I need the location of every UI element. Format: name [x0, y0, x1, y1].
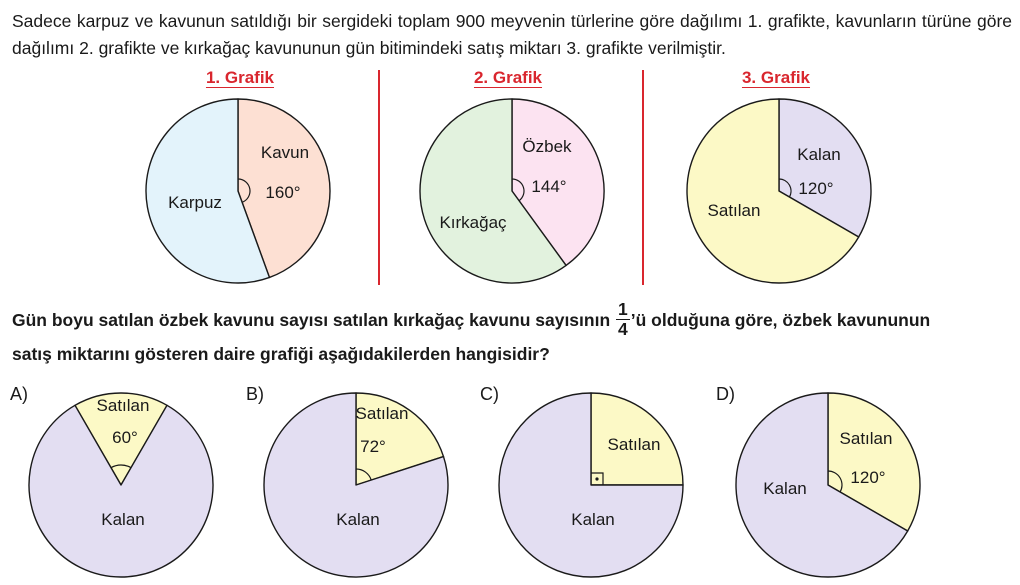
pie-slices — [146, 99, 330, 283]
angle-label-120: 120° — [798, 179, 834, 198]
option-a-pie-chart[interactable] — [26, 390, 216, 580]
chart-title-2: 2. Grafik — [473, 68, 543, 87]
slice-label-satilan: Satılan — [96, 396, 150, 415]
slice-label-kalan: Kalan — [763, 479, 807, 498]
divider-1 — [378, 70, 380, 285]
option-b-label[interactable]: B) — [246, 384, 264, 404]
question-part-1: Gün boyu satılan özbek kavunu sayısı satılan kırkağaç kavunu sayısının — [12, 310, 611, 331]
chart-title-3: 3. Grafik — [741, 68, 811, 87]
pie-slices — [420, 99, 604, 283]
right-angle-dot — [595, 477, 598, 480]
angle-label-144: 144° — [531, 177, 567, 196]
question-line-1 — [12, 299, 1012, 341]
slice-label-satilan: Satılan — [607, 435, 661, 454]
slice-label-kalan: Kalan — [797, 145, 841, 164]
fraction-one-fourth — [616, 300, 630, 339]
slice-label-ozbek: Özbek — [522, 137, 572, 156]
chart-title-1: 1. Grafik — [205, 68, 275, 87]
option-c-label[interactable]: C) — [480, 384, 499, 404]
slice-label-karpuz: Karpuz — [168, 193, 222, 212]
question-line-2: satış miktarını gösteren daire grafiği aşağıdakilerden hangisidir? — [12, 344, 550, 364]
pie-chart-grafik-1 — [143, 96, 333, 286]
pie-slices — [499, 393, 683, 577]
pie-chart-grafik-2 — [417, 96, 607, 286]
pie-slices — [29, 393, 213, 577]
option-a-label[interactable]: A) — [10, 384, 28, 404]
pie-slices — [687, 99, 871, 283]
slice-label-kalan: Kalan — [571, 510, 615, 529]
option-d-pie-chart[interactable] — [733, 390, 923, 580]
slice-label-satilan: Satılan — [707, 201, 761, 220]
option-c-pie-chart[interactable] — [496, 390, 686, 580]
slice-label-kalan: Kalan — [101, 510, 145, 529]
angle-label-160: 160° — [265, 183, 301, 202]
slice-label-kavun: Kavun — [260, 143, 310, 162]
slice-label-kalan: Kalan — [336, 510, 380, 529]
angle-label-72: 72° — [360, 437, 386, 456]
option-d-label[interactable]: D) — [716, 384, 735, 404]
divider-2 — [642, 70, 644, 285]
slice-label-satilan: Satılan — [355, 404, 409, 423]
slice-label-kirkagac: Kırkağaç — [439, 213, 507, 232]
angle-label-60: 60° — [112, 428, 138, 447]
slice-label-satilan: Satılan — [839, 429, 893, 448]
fraction-numerator: 1 — [618, 299, 628, 319]
angle-label-120: 120° — [850, 468, 886, 487]
question-part-2: ’ü olduğuna göre, özbek kavununun — [630, 310, 931, 331]
option-b-pie-chart[interactable] — [261, 390, 451, 580]
intro-text: Sadece karpuz ve kavunun satıldığı bir sergideki toplam 900 meyvenin türlerine göre dağılımı 1. grafikte, kavunların türüne göre dağılımı 2. grafikte ve kırkağaç kavununun gün bitimindeki satış miktarı 3. grafikte verilmiştir. — [12, 11, 1012, 58]
fraction-denominator: 4 — [618, 319, 628, 339]
pie-chart-grafik-3 — [684, 96, 874, 286]
